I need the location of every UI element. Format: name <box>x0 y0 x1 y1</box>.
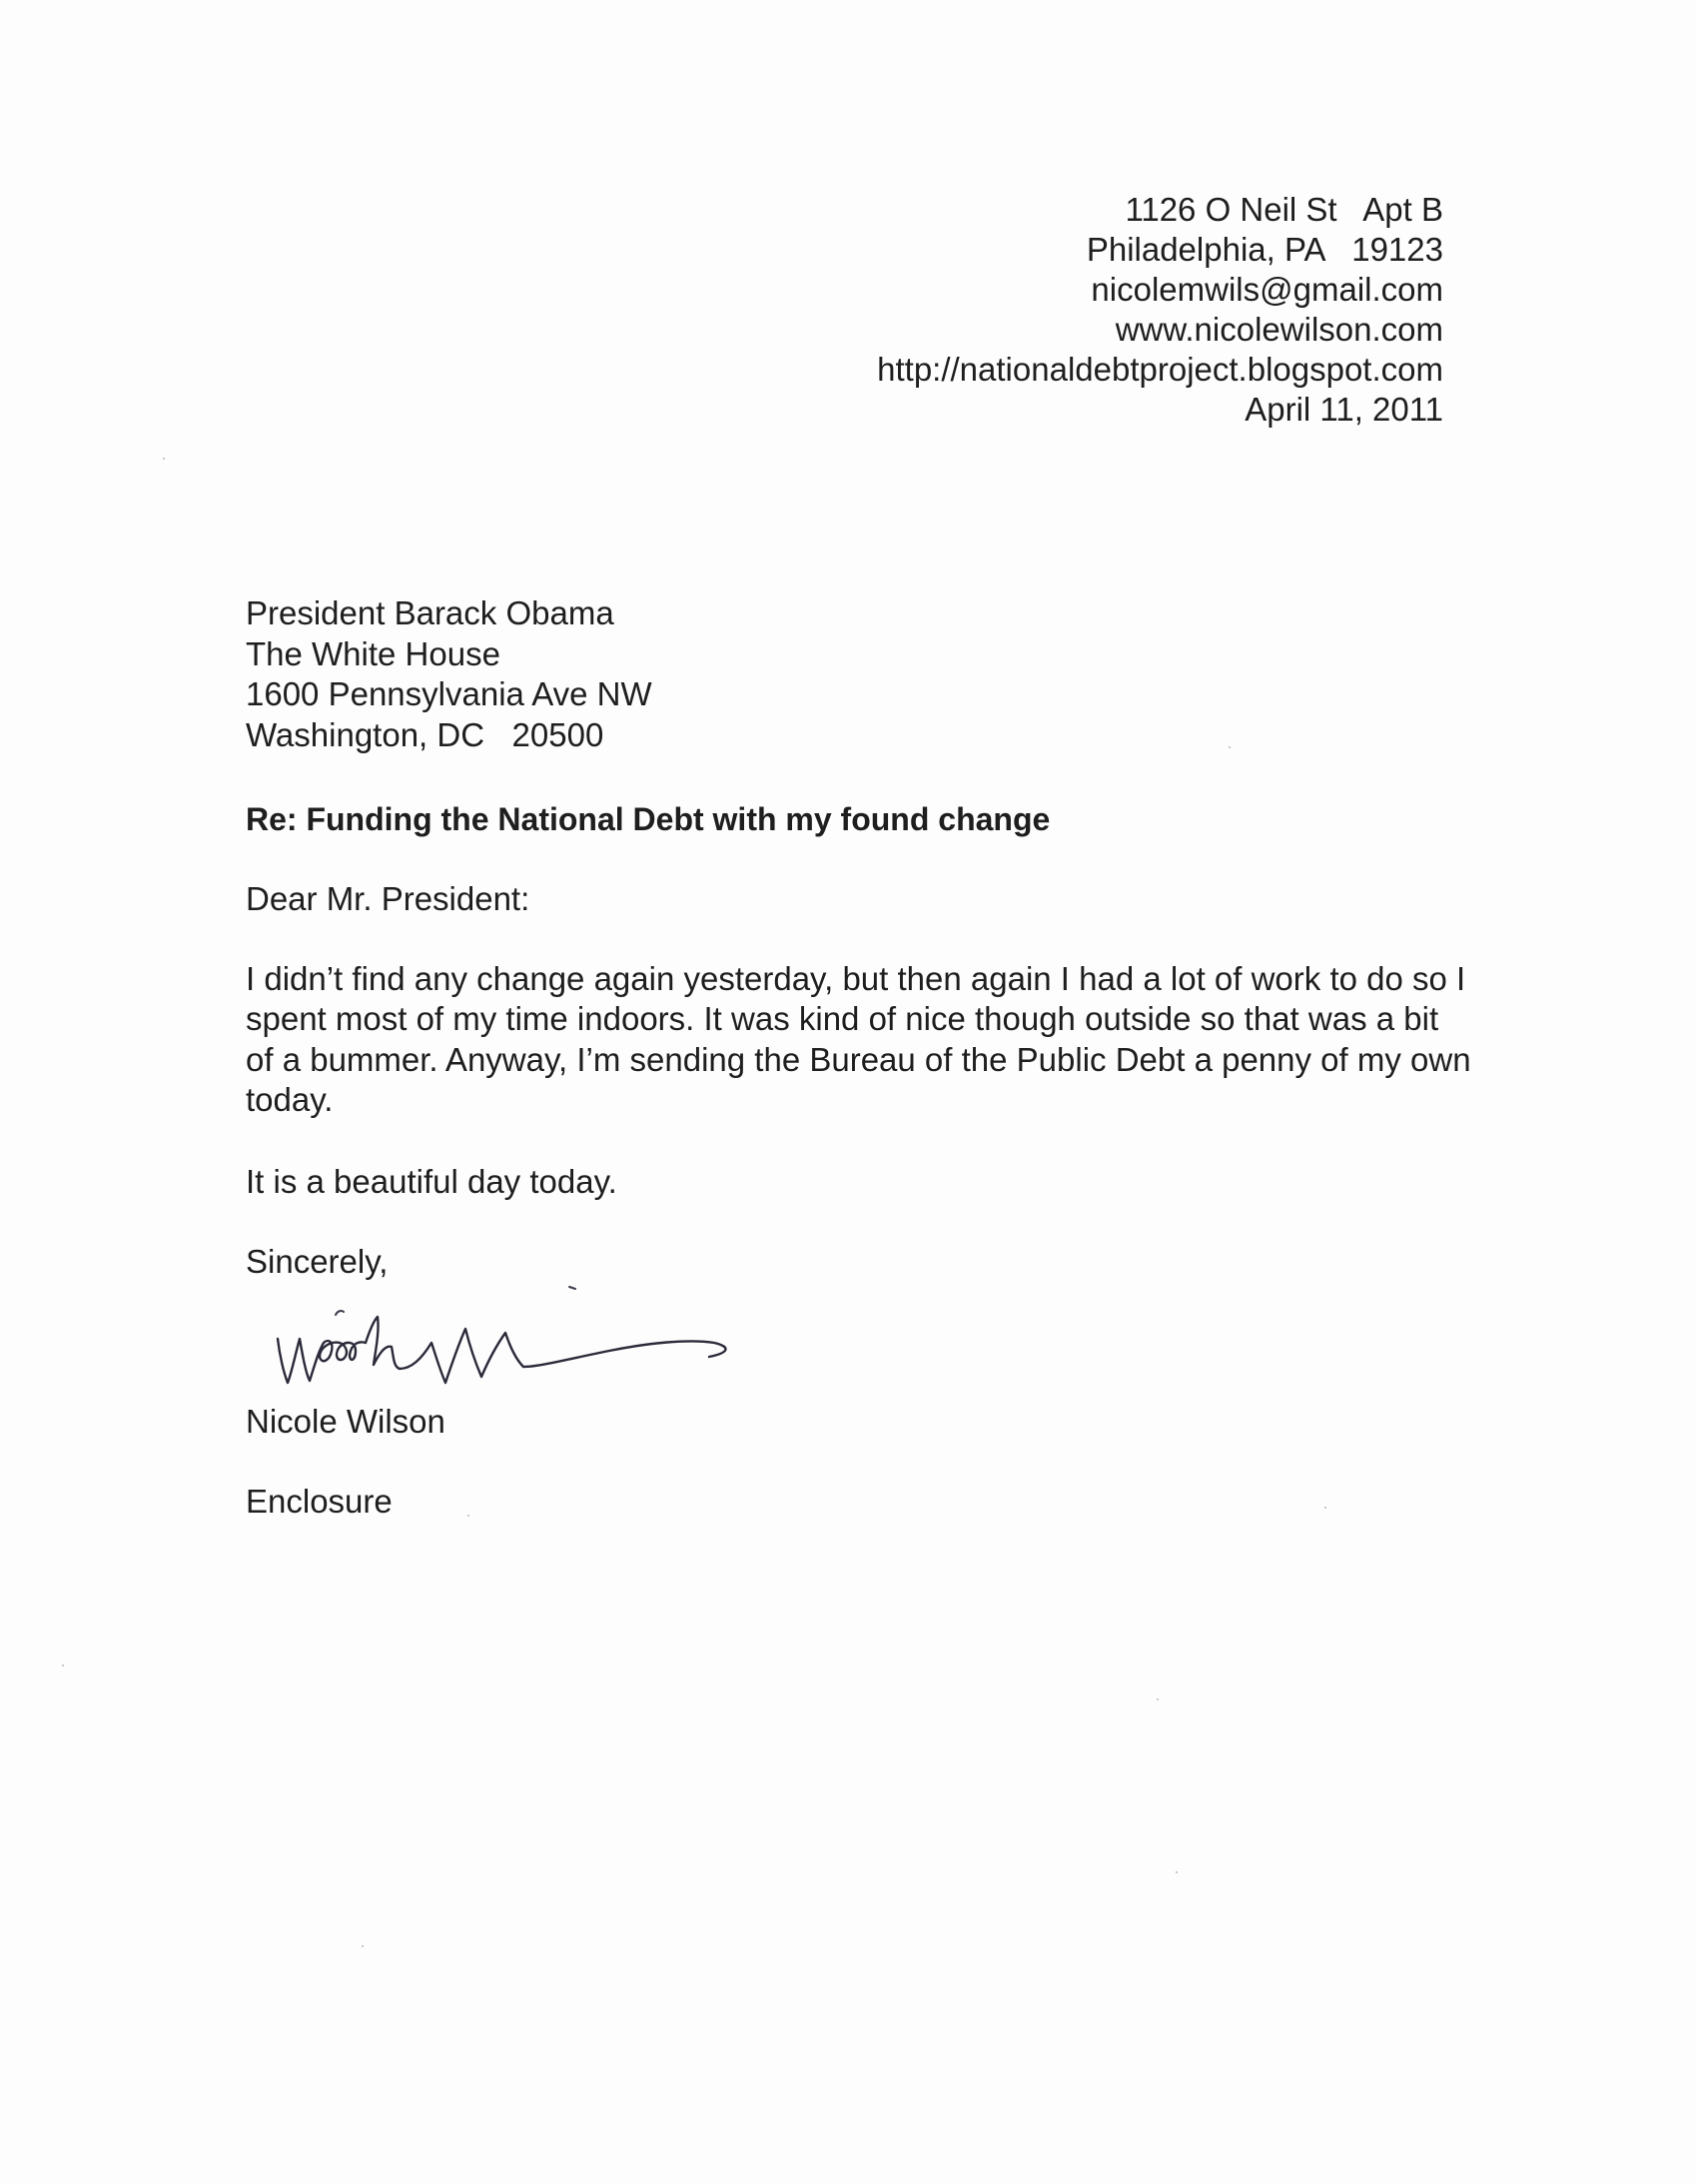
signature-dot <box>336 1311 344 1315</box>
signature-stroke <box>278 1317 725 1383</box>
handwritten-signature <box>270 1281 829 1411</box>
scan-speck <box>1324 1507 1326 1509</box>
recipient-name: President Barack Obama <box>246 594 614 631</box>
recipient-organization: The White House <box>246 634 500 672</box>
scan-speck <box>1229 746 1231 748</box>
salutation: Dear Mr. President: <box>246 880 530 917</box>
scan-speck <box>163 458 165 460</box>
recipient-street: 1600 Pennsylvania Ave NW <box>246 675 652 712</box>
sender-street: 1126 O Neil St Apt B <box>1125 191 1443 228</box>
subject-line: Re: Funding the National Debt with my found change <box>246 801 1051 837</box>
scan-speck <box>467 1515 469 1517</box>
sender-city: Philadelphia, PA 19123 <box>1086 231 1443 268</box>
body-paragraph-2: It is a beautiful day today. <box>246 1163 617 1200</box>
scan-speck <box>362 1945 364 1947</box>
letter-date: April 11, 2011 <box>1245 391 1443 428</box>
recipient-address-block <box>246 593 652 755</box>
sender-website: www.nicolewilson.com <box>1115 311 1443 348</box>
enclosure-note: Enclosure <box>246 1483 393 1520</box>
sender-blog-url: http://nationaldebtproject.blogspot.com <box>877 351 1443 388</box>
scan-speck <box>62 1664 64 1666</box>
sender-address-block <box>877 190 1443 430</box>
body-paragraph-1: I didn’t find any change again yesterday, but then again I had a lot of work to do so I spent most of my time indoors. It was kind of nice though outside so that was a bit of a bummer. Anyway, I’m sending the Bureau of the Public Debt a penny of my own today. <box>246 960 1471 1118</box>
signature-tick <box>569 1287 575 1289</box>
sender-email: nicolemwils@gmail.com <box>1091 271 1443 308</box>
closing: Sincerely, <box>246 1243 389 1280</box>
signer-name: Nicole Wilson <box>246 1403 445 1440</box>
scan-speck <box>1176 1871 1178 1873</box>
recipient-city: Washington, DC 20500 <box>246 715 604 753</box>
scan-speck <box>1157 1698 1159 1700</box>
